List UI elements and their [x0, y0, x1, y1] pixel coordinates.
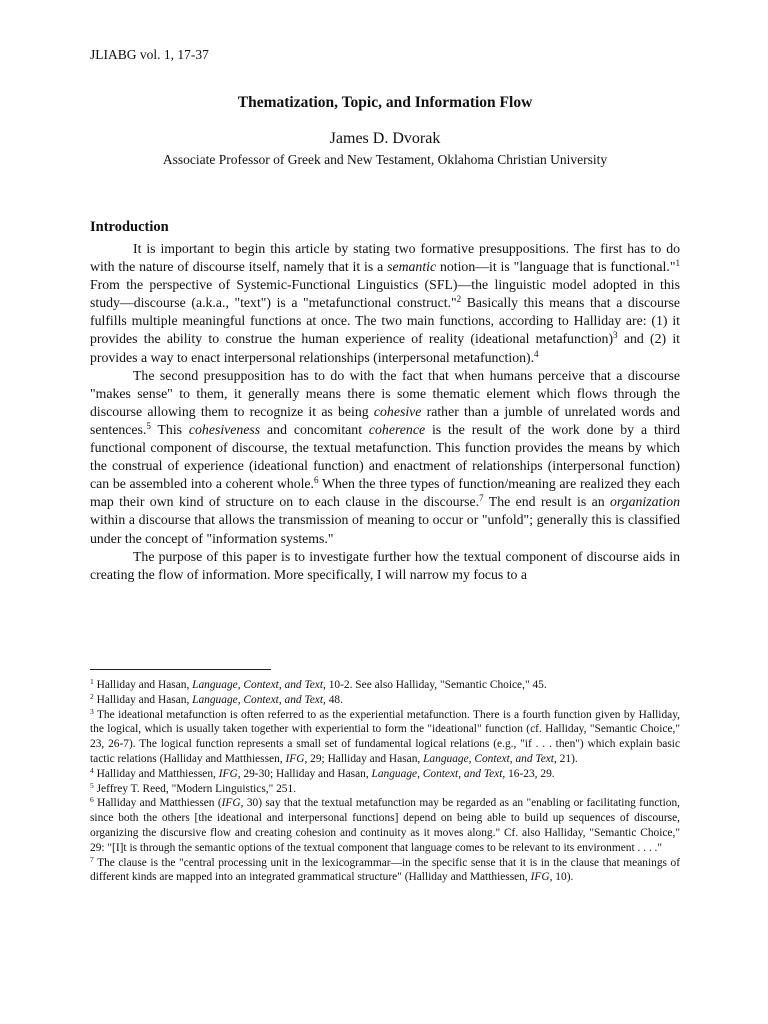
footnote-7: $^7$ The clause is the "central processing unit in the lexicogrammar—in the specific sense that it is in the clause that meanings of different kinds are mapped into an integrated grammatical structure" (Halliday and Matthiessen, IFG, 10).	[90, 854, 680, 884]
paragraph-3: The purpose of this paper is to investigate further how the textual component of discourse aids in creating the flow of information. More specifically, I will narrow my focus to a	[90, 548, 680, 582]
footnotes	[90, 678, 680, 885]
author-affiliation: Associate Professor of Greek and New Testament, Oklahoma Christian University	[162, 152, 608, 167]
author-name: James D. Dvorak	[329, 130, 441, 147]
footnote-ref-2[interactable]: 2	[456, 294, 462, 305]
paragraph-1: It is important to begin this article by stating two formative presuppositions. The first has to do with the nature of discourse itself, namely that it is a semantic notion—it is "language that is functional."$^1$ From the perspective of Systemic-Functional Linguistics (SFL)—the linguistic model adopted in this study—discourse (a.k.a., "text") is a "metafunctional construct."$^2$ Basically this means that a discourse fulfills multiple meaningful functions at once. The two main functions, according to Halliday are: (1) it provides the ability to construe the human experience of reality (ideational metafunction)$^3$ and (2) it provides a way to enact interpersonal relationships (interpersonal metafunction).$^4$	[90, 241, 680, 365]
footnote-ref-7[interactable]: 7	[479, 493, 484, 504]
footnote-6: $^6$ Halliday and Matthiessen (IFG, 30) say that the textual metafunction may be regarded as an "enabling or facilitating function, since both the others [the ideational and interpersonal functions] depend on being able to build up sequences of discourse, organizing the discursive flow and creating cohesion and continuity as it moves along." Cf. also Halliday, "Semantic Choice," 29: "[I]t is through the semantic options of the textual component that language comes to be relevant to its environment . . . ."	[90, 795, 680, 854]
footnote-ref-3[interactable]: 3	[613, 330, 618, 341]
footnote-2: $^2$ Halliday and Hasan, Language, Context, and Text, 48.	[90, 691, 343, 706]
footnote-ref-5[interactable]: 5	[146, 420, 151, 431]
running-head: JLIABG vol. 1, 17-37	[90, 47, 209, 62]
footnote-divider	[90, 669, 271, 670]
footnote-3: $^3$ The ideational metafunction is often referred to as the experiential metafunction. There is a fourth function given by Halliday, the logical, which is usually taken together with experiential to form the "ideational" function (cf. Halliday, "Semantic Choice," 23, 26-7). The logical function represents a small set of fundamental logical relations (e.g., "if . . . then") which explain basic tactic relations (Halliday and Matthiessen, IFG, 29; Halliday and Hasan, Language, Context, and Text, 21).	[90, 706, 680, 765]
section-heading: Introduction	[90, 219, 169, 235]
footnote-ref-1[interactable]: 1	[675, 258, 680, 269]
footnote-ref-6[interactable]: 6	[314, 475, 319, 486]
footnote-5: $^5$ Jeffrey T. Reed, "Modern Linguistics," 251.	[90, 780, 297, 795]
footnote-ref-4[interactable]: 4	[534, 348, 539, 359]
footnote-1: $^1$ Halliday and Hasan, Language, Context, and Text, 10-2. See also Halliday, "Semantic Choice," 45.	[90, 676, 547, 691]
body-text	[90, 240, 680, 584]
paragraph-2: The second presupposition has to do with the fact that when humans perceive that a discourse "makes sense" to them, it generally means there is some thematic element which flows through the discourse allowing them to recognize it as being cohesive rather than a jumble of unrelated words and sentences.$^5$ This cohesiveness and concomitant coherence is the result of the work done by a third functional component of discourse, the textual metafunction. This function provides the means by which the construal of experience (ideational function) and enactment of relationships (interpersonal function) can be assembled into a coherent whole.$^6$ When the three types of function/meaning are realized they each map their own kind of structure on to each clause in the discourse.$^7$ The end result is an organization within a discourse that allows the transmission of meaning to occur or "unfold"; generally this is classified under the concept of "information systems."	[90, 367, 680, 546]
article-title: Thematization, Topic, and Information Flow	[237, 94, 533, 111]
document-page	[90, 0, 680, 1024]
footnote-4: $^4$ Halliday and Matthiessen, IFG, 29-30; Halliday and Hasan, Language, Context, and Text, 16-23, 29.	[90, 765, 555, 780]
